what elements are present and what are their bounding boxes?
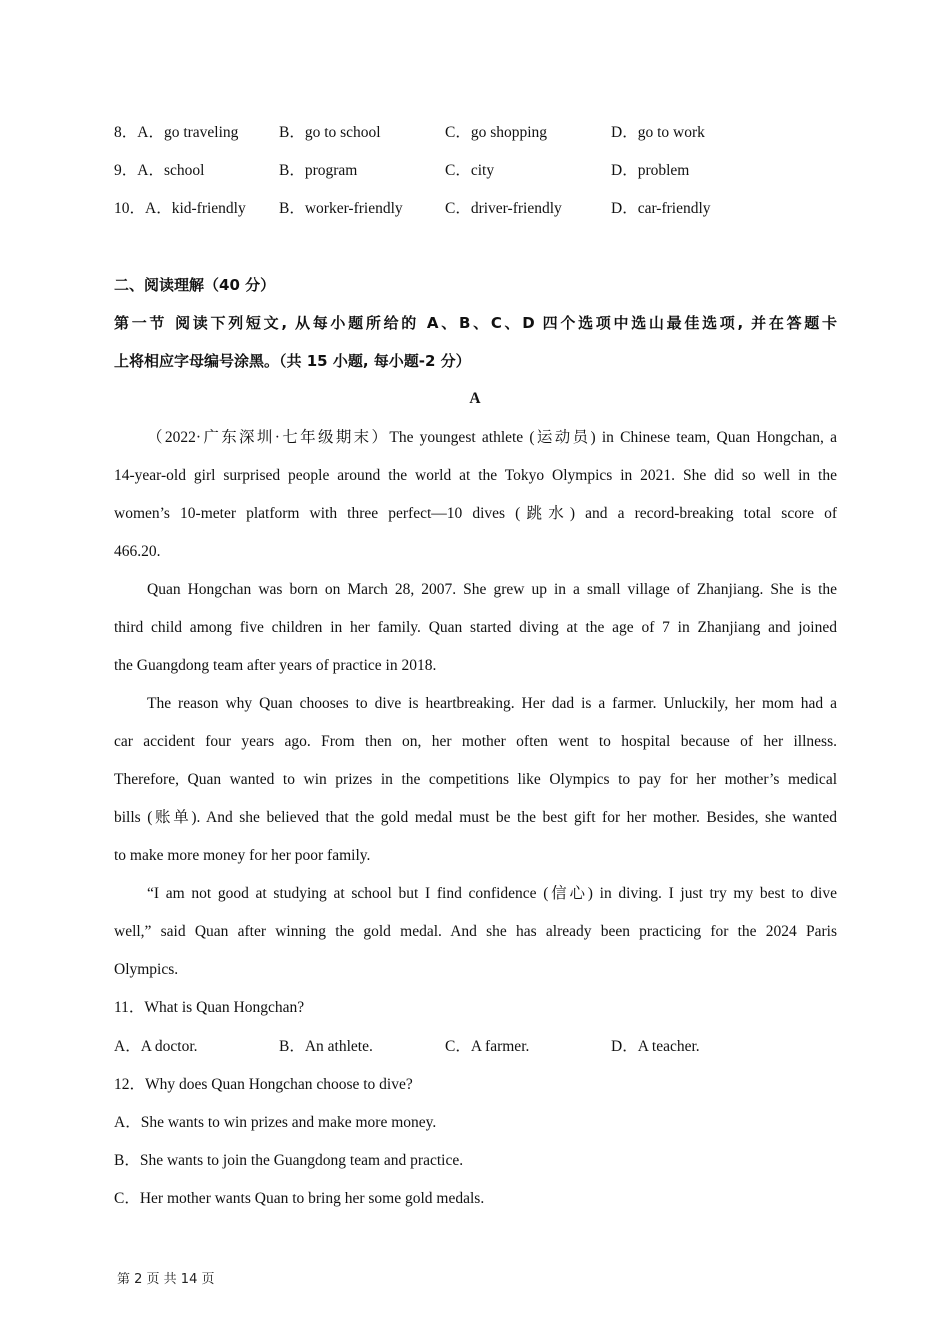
passage-line: well,” said Quan after winning the gold medal. And she has already been practicing for the 2024 Paris [114, 923, 837, 940]
passage-line: Therefore, Quan wanted to win prizes in the competitions like Olympics to pay for her mother’s medical [114, 771, 837, 788]
passage-line: 14-year-old girl surprised people around the world at the Tokyo Olympics in 2021. She did so well in the [114, 467, 837, 484]
passage-line: The reason why Quan chooses to dive is heartbreaking. Her dad is a farmer. Unluckily, her mom had a [147, 695, 837, 712]
question-8-option-d: D．go to work [611, 124, 705, 141]
passage-line: Quan Hongchan was born on March 28, 2007. She grew up in a small village of Zhanjiang. She is the [147, 581, 837, 598]
passage-line: third child among five children in her family. Quan started diving at the age of 7 in Zhanjiang and joined [114, 619, 837, 636]
question-12-stem: 12．Why does Quan Hongchan choose to dive? [114, 1076, 413, 1093]
passage-line: car accident four years ago. From then on, her mother often went to hospital because of her illness. [114, 733, 837, 750]
question-11-option-c: C．A farmer. [445, 1038, 530, 1055]
question-12-option-c: C．Her mother wants Quan to bring her some gold medals. [114, 1190, 485, 1207]
question-10-option-d: D．car-friendly [611, 200, 711, 217]
question-9-option-d: D．problem [611, 162, 690, 179]
question-10-option-a: 10．A．kid-friendly [114, 200, 246, 217]
passage-line: 466.20. [114, 543, 161, 560]
passage-line: （2022·广东深圳·七年级期末）The youngest athlete (运动员) in Chinese team, Quan Hongchan, a [147, 429, 837, 446]
passage-line: women’s 10-meter platform with three perfect—10 dives (跳水) and a record-breaking total score of [114, 505, 837, 522]
question-9-option-a: 9．A．school [114, 162, 205, 179]
question-12-option-b: B．She wants to join the Guangdong team and practice. [114, 1152, 464, 1169]
passage-line: Olympics. [114, 961, 179, 978]
passage-line: “I am not good at studying at school but I find confidence (信心) in diving. I just try my best to dive [147, 885, 837, 902]
section-instruction-line-1: 第一节 阅读下列短文, 从每小题所给的 A、B、C、D 四个选项中选山最佳选项, 并在答题卡 [114, 314, 837, 332]
question-9-option-c: C．city [445, 162, 495, 179]
passage-label: A [469, 390, 481, 407]
passage-line: the Guangdong team after years of practice in 2018. [114, 657, 437, 674]
question-10-option-b: B．worker-friendly [279, 200, 403, 217]
section-instruction-line-2: 上将相应字母编号涂黑。（共 15 小题, 每小题-2 分） [114, 352, 471, 370]
question-8-option-a: 8．A．go traveling [114, 124, 239, 141]
question-11-option-b: B．An athlete. [279, 1038, 373, 1055]
question-11-option-d: D．A teacher. [611, 1038, 700, 1055]
question-8-option-c: C．go shopping [445, 124, 548, 141]
question-11-stem: 11．What is Quan Hongchan? [114, 999, 305, 1016]
question-8-option-b: B．go to school [279, 124, 381, 141]
question-10-option-c: C．driver-friendly [445, 200, 562, 217]
question-11-option-a: A．A doctor. [114, 1038, 198, 1055]
passage-line: bills (账单). And she believed that the gold medal must be the best gift for her mother. Besides, she wanted [114, 809, 837, 826]
question-12-option-a: A．She wants to win prizes and make more money. [114, 1114, 437, 1131]
passage-line: to make more money for her poor family. [114, 847, 371, 864]
section-title: 二、阅读理解（40 分） [114, 276, 276, 294]
page-number: 第 2 页 共 14 页 [117, 1272, 215, 1287]
question-9-option-b: B．program [279, 162, 358, 179]
